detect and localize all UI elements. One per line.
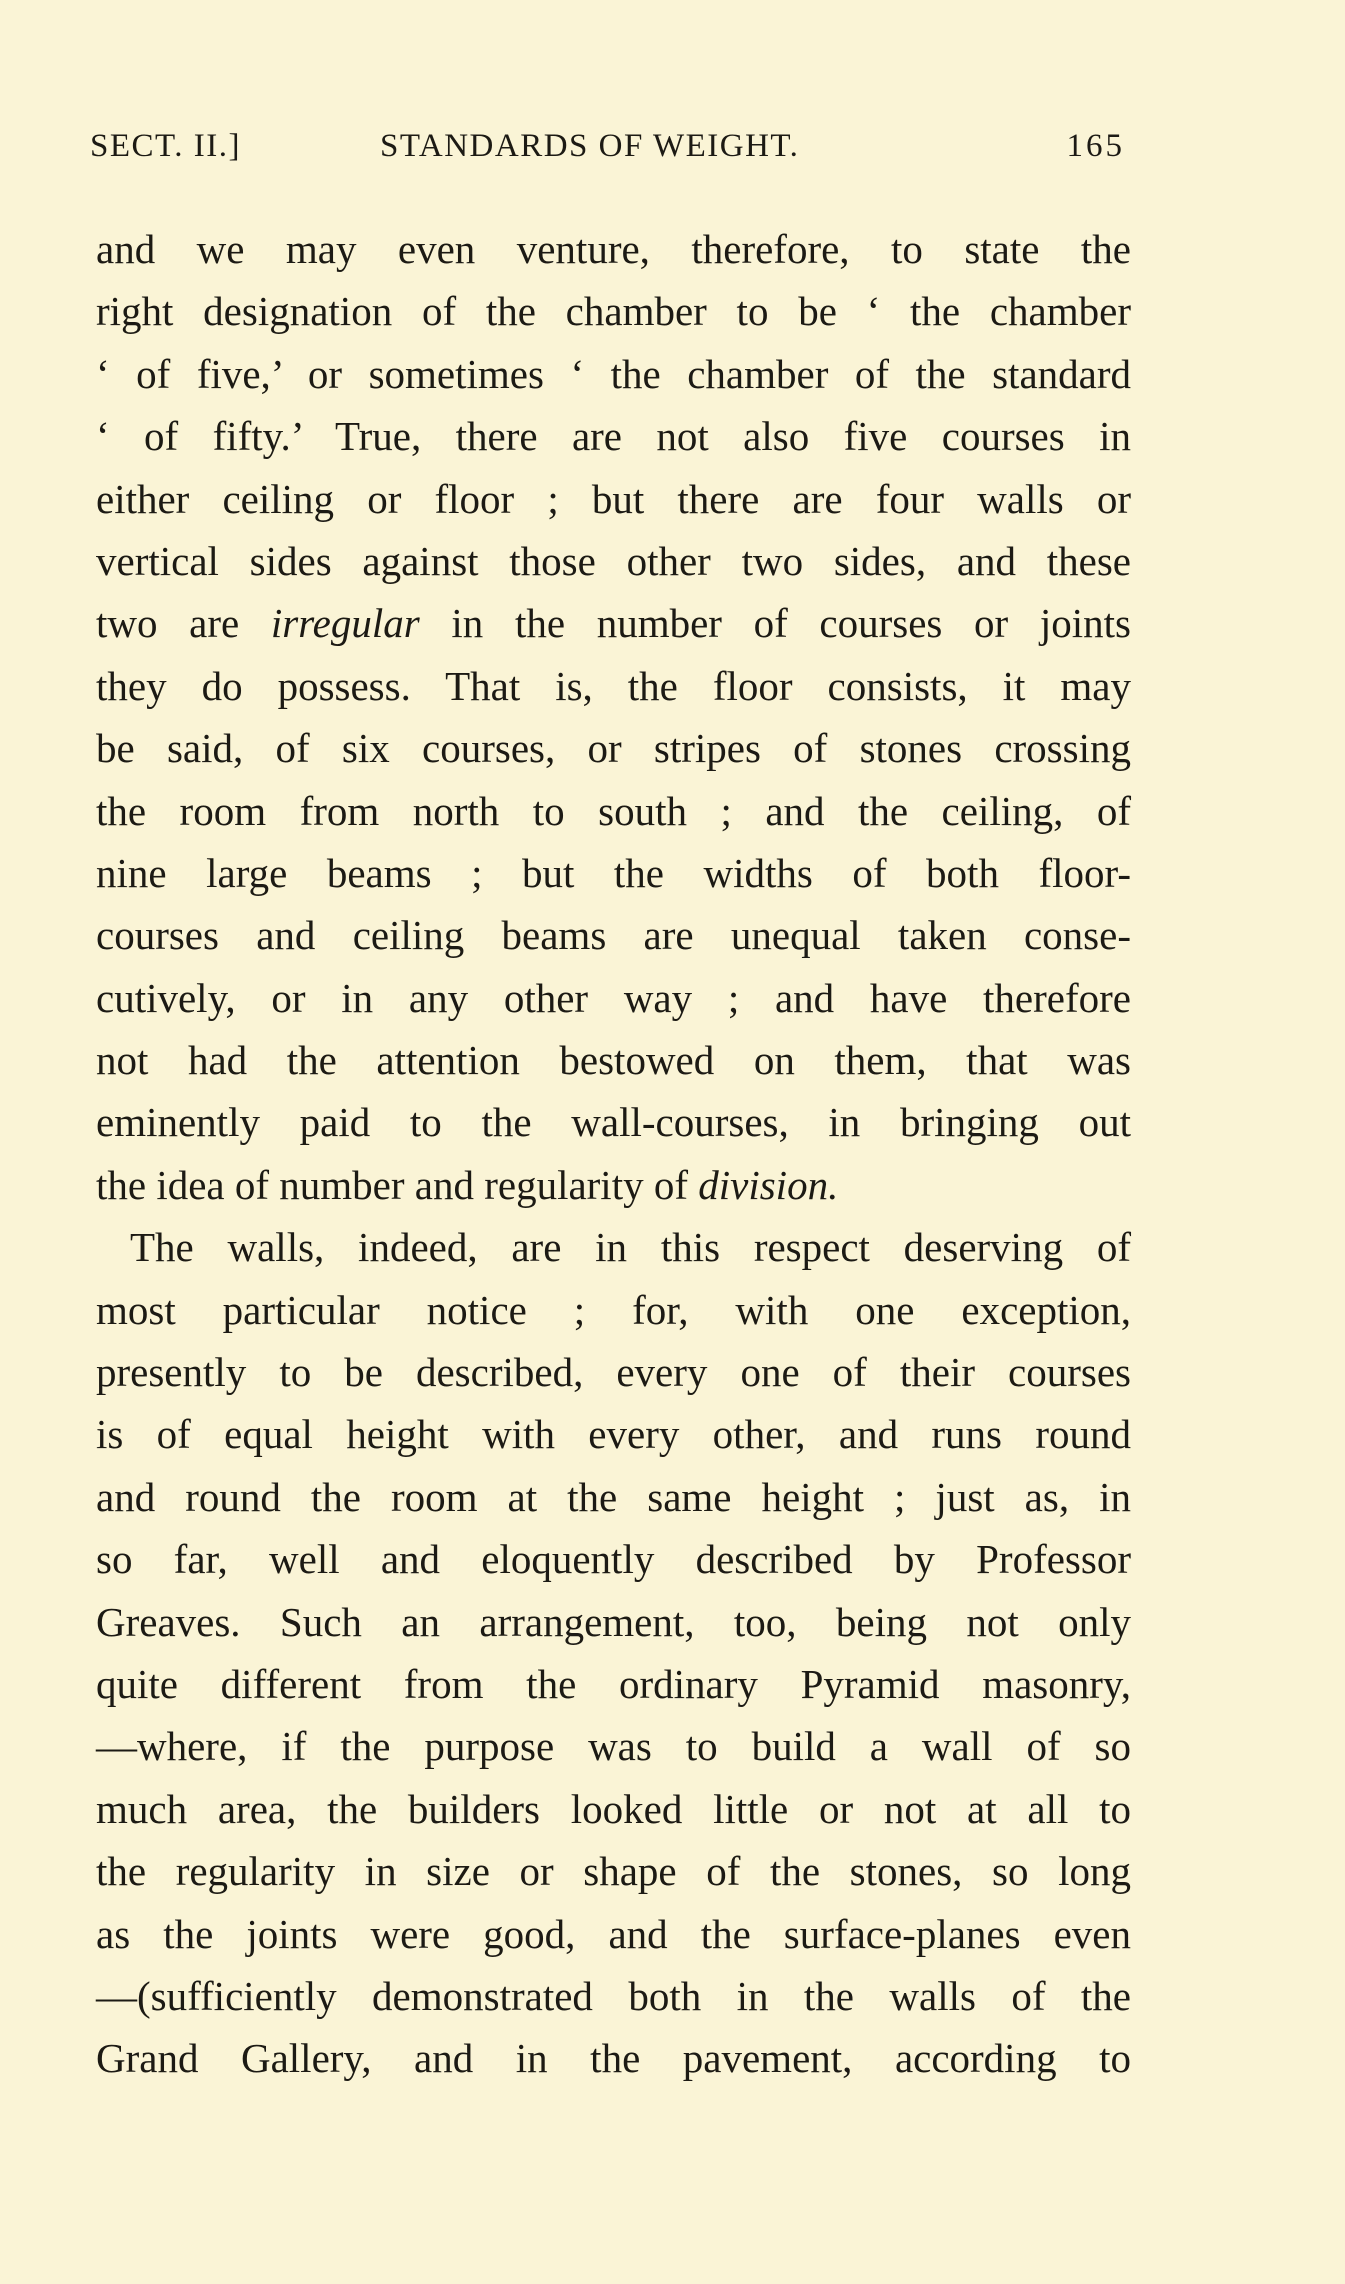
italic-word: irregular (270, 600, 420, 647)
text-line: two are irregular in the number of courses or joints (96, 600, 1131, 647)
italic-word: division. (698, 1161, 839, 1208)
body-text (96, 218, 1131, 2090)
text-line: cutively, or in any other way ; and have therefore (96, 974, 1131, 1021)
text-line: ‘ of five,’ or sometimes ‘ the chamber of the standard (96, 350, 1131, 397)
text-line: Grand Gallery, and in the pavement, according to (96, 2035, 1131, 2082)
text-line: right designation of the chamber to be ‘ the chamber (96, 288, 1131, 335)
text-line: be said, of six courses, or stripes of stones crossing (96, 725, 1131, 772)
text-line: Greaves. Such an arrangement, too, being not only (96, 1598, 1131, 1645)
text-line: —where, if the purpose was to build a wall of so (96, 1723, 1131, 1770)
text-line: is of equal height with every other, and runs round (96, 1411, 1131, 1458)
text-line: eminently paid to the wall-courses, in bringing out (96, 1099, 1131, 1146)
text-line: they do possess. That is, the floor consists, it may (96, 662, 1131, 709)
text-line: quite different from the ordinary Pyramid masonry, (96, 1660, 1131, 1707)
text-line: so far, well and eloquently described by Professor (96, 1536, 1131, 1583)
text-line: the regularity in size or shape of the stones, so long (96, 1848, 1131, 1895)
text-line: nine large beams ; but the widths of both floor- (96, 849, 1131, 896)
paragraph-start-line: The walls, indeed, are in this respect deserving of (130, 1224, 1131, 1271)
text-line: and round the room at the same height ; just as, in (96, 1473, 1131, 1520)
text-line: either ceiling or floor ; but there are four walls or (96, 475, 1131, 522)
running-title: STANDARDS OF WEIGHT. (380, 128, 800, 164)
text-line: the idea of number and regularity of division. (96, 1161, 839, 1208)
text-line: —(sufficiently demonstrated both in the walls of the (96, 1972, 1131, 2019)
running-header (90, 128, 1125, 178)
text-line: presently to be described, every one of their courses (96, 1349, 1131, 1396)
text-line: most particular notice ; for, with one exception, (96, 1286, 1131, 1333)
text-line: and we may even venture, therefore, to state the (96, 226, 1131, 272)
text-line: much area, the builders looked little or not at all to (96, 1785, 1131, 1832)
page-number: 165 (1066, 128, 1125, 164)
text-line: ‘ of fifty.’ True, there are not also five courses in (96, 413, 1131, 460)
text-line: the room from north to south ; and the ceiling, of (96, 787, 1131, 834)
section-label: SECT. II.] (90, 128, 241, 164)
text-line: courses and ceiling beams are unequal taken conse- (96, 912, 1131, 959)
text-line: not had the attention bestowed on them, that was (96, 1037, 1131, 1084)
text-line: as the joints were good, and the surface-planes even (96, 1910, 1131, 1957)
text-line: vertical sides against those other two sides, and these (96, 537, 1131, 584)
